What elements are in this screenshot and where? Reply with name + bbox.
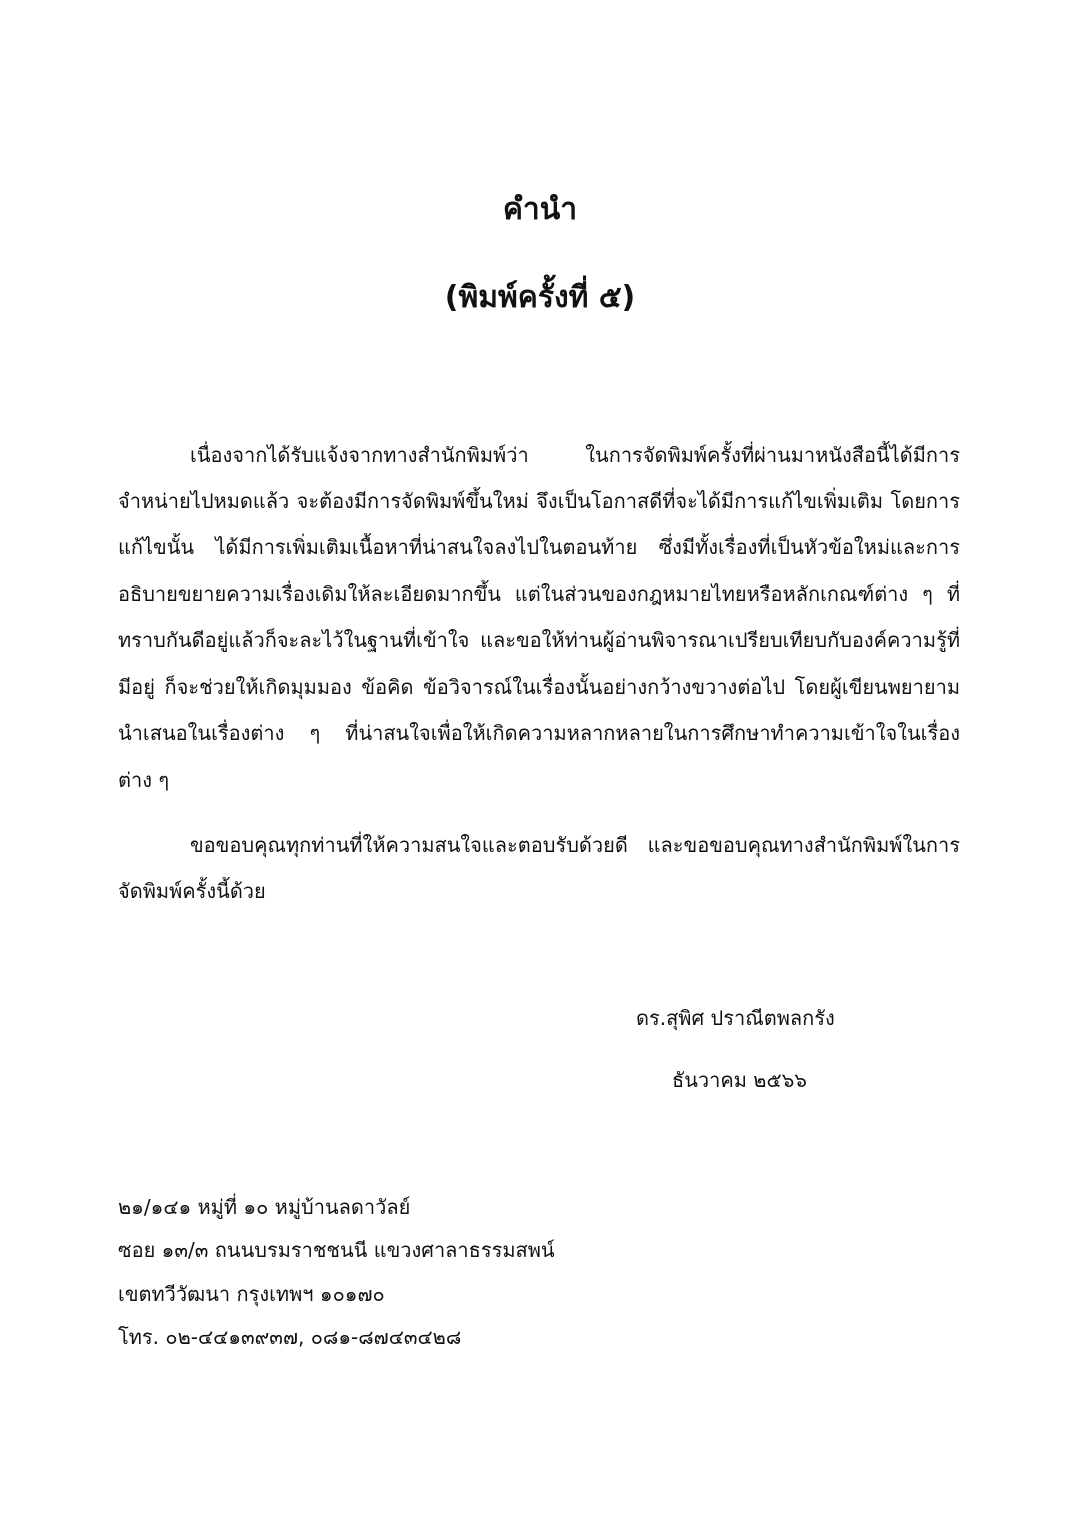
- phone-line: โทร. ๐๒-๔๔๑๓๙๓๗, ๐๘๑-๘๗๔๓๔๒๘: [118, 1325, 462, 1349]
- page-title: คำนำ: [502, 192, 578, 227]
- paragraph-line: แก้ไขนั้น ได้มีการเพิ่มเติมเนื้อหาที่น่าสนใจลงไปในตอนท้าย ซึ่งมีทั้งเรื่องที่เป็นหัวข้อใหม่และการ: [118, 535, 960, 559]
- paragraph-line: ทราบกันดีอยู่แล้วก็จะละไว้ในฐานที่เข้าใจ และขอให้ท่านผู้อ่านพิจารณาเปรียบเทียบกับองค์ความรู้ที่: [118, 628, 960, 652]
- address-line: เขตทวีวัฒนา กรุงเทพฯ ๑๐๑๗๐: [118, 1282, 385, 1306]
- paragraph-line: ขอขอบคุณทุกท่านที่ให้ความสนใจและตอบรับด้วยดี และขอขอบคุณทางสำนักพิมพ์ในการ: [190, 833, 960, 857]
- address-line: ๒๑/๑๔๑ หมู่ที่ ๑๐ หมู่บ้านลดาวัลย์: [118, 1195, 411, 1219]
- author-name: ดร.สุพิศ ปราณีตพลกรัง: [636, 1006, 835, 1030]
- page-subtitle: (พิมพ์ครั้งที่ ๕): [444, 280, 636, 315]
- paragraph-line: อธิบายขยายความเรื่องเดิมให้ละเอียดมากขึ้น แต่ในส่วนของกฎหมายไทยหรือหลักเกณฑ์ต่าง ๆ ที่: [118, 582, 960, 606]
- paragraph-line: นำเสนอในเรื่องต่าง ๆ ที่น่าสนใจเพื่อให้เกิดความหลากหลายในการศึกษาทำความเข้าใจในเรื่อง: [118, 721, 960, 745]
- paragraph-line: จัดพิมพ์ครั้งนี้ด้วย: [118, 879, 266, 903]
- paragraph-line: มีอยู่ ก็จะช่วยให้เกิดมุมมอง ข้อคิด ข้อวิจารณ์ในเรื่องนั้นอย่างกว้างขวางต่อไป โดยผู้เขียนพยายาม: [118, 675, 960, 699]
- paragraph-line: เนื่องจากได้รับแจ้งจากทางสำนักพิมพ์ว่า ในการจัดพิมพ์ครั้งที่ผ่านมาหนังสือนี้ได้มีการ: [190, 443, 960, 467]
- signature-date: ธันวาคม ๒๕๖๖: [672, 1068, 807, 1092]
- paragraph-line: จำหน่ายไปหมดแล้ว จะต้องมีการจัดพิมพ์ขึ้นใหม่ จึงเป็นโอกาสดีที่จะได้มีการแก้ไขเพิ่มเติม โดยการ: [118, 489, 960, 513]
- paragraph-line: ต่าง ๆ: [118, 768, 170, 792]
- address-line: ซอย ๑๓/๓ ถนนบรมราชชนนี แขวงศาลาธรรมสพน์: [118, 1238, 555, 1262]
